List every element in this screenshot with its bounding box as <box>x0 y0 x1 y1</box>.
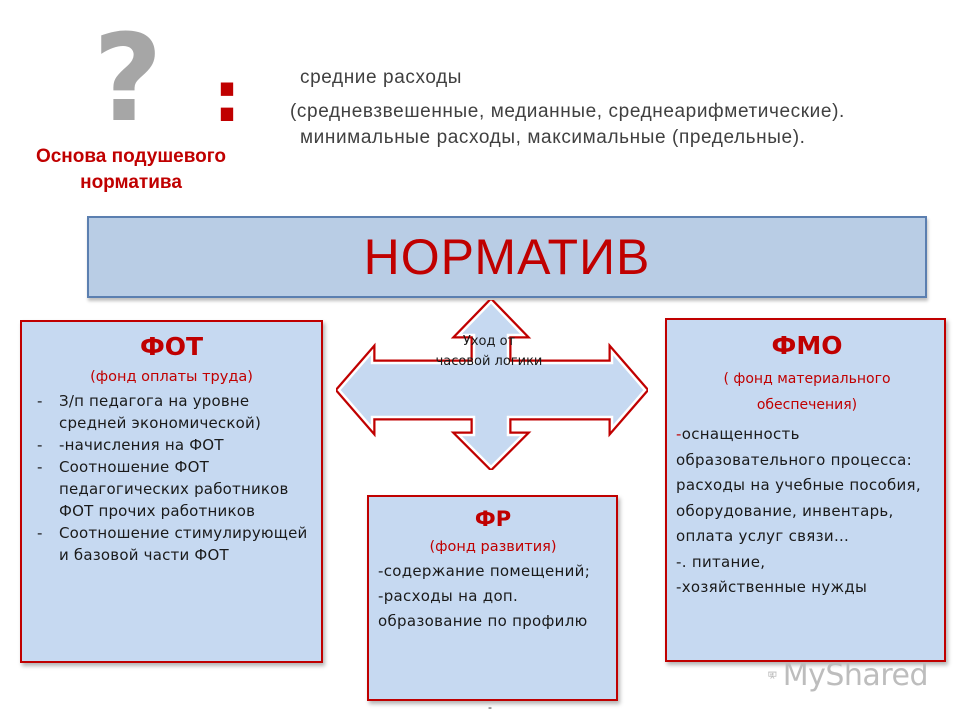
question-mark: ? <box>93 10 163 149</box>
fmo-line-1 <box>676 422 938 550</box>
presentation-icon <box>768 660 777 690</box>
fot-subtitle: (фонд оплаты труда) <box>90 369 253 385</box>
expense-line-3: минимальные расходы, максимальные (предельные). <box>300 127 806 148</box>
footer-dash: - <box>488 700 492 714</box>
fmo-line-3: -хозяйственные нужды <box>676 578 868 596</box>
four-way-arrow-icon <box>336 300 648 470</box>
fot-box <box>20 320 323 663</box>
fr-body <box>378 559 608 634</box>
fmo-title: ФМО <box>771 331 843 360</box>
basis-line-2: норматива <box>80 172 182 193</box>
arrow-label <box>425 332 553 372</box>
watermark <box>768 658 928 692</box>
arrow-label-line-2: часовой логики <box>435 354 543 369</box>
fmo-body <box>676 422 938 601</box>
expense-line-2: (средневзвешенные, медианные, среднеарифметические). <box>290 101 845 122</box>
fot-list-item: - -начисления на ФОТ <box>32 434 311 456</box>
fr-line-1: -содержание помещений; <box>378 562 591 580</box>
fmo-lead-dash: - <box>676 425 682 443</box>
expense-line-1: средние расходы <box>300 67 463 88</box>
fot-list-item: - Соотношение стимулирующей и базовой части ФОТ <box>32 522 311 566</box>
fr-title: ФР <box>474 507 512 531</box>
arrow-label-line-1: Уход от <box>462 334 516 349</box>
fot-list-item: - З/п педагога на уровне средней экономической) <box>32 390 311 434</box>
fr-box <box>367 495 618 701</box>
fmo-box <box>665 318 946 662</box>
fr-subtitle: (фонд развития) <box>429 539 557 555</box>
fot-list-item: - Соотношение ФОТ педагогических работников ФОТ прочих работников <box>32 456 311 522</box>
fot-title: ФОТ <box>139 332 204 361</box>
fr-line-2: -расходы на доп. образование по профилю <box>378 587 588 630</box>
fmo-line-2: -. питание, <box>676 552 766 571</box>
basis-caption <box>2 144 260 196</box>
colon-mark: : <box>213 56 241 138</box>
four-way-arrow-inner <box>339 302 645 467</box>
watermark-text: MyShared <box>782 657 928 693</box>
basis-line-1: Основа подушевого <box>35 146 227 167</box>
normative-banner <box>87 216 927 298</box>
banner-title: НОРМАТИВ <box>363 229 651 285</box>
fmo-line-1-text: оснащенность образовательного процесса: расходы на учебные пособия, оборудование, инвентарь, оплата услуг связи… <box>676 425 921 545</box>
fmo-subtitle: ( фонд материального обеспечения) <box>723 371 891 413</box>
fot-list <box>32 390 311 566</box>
